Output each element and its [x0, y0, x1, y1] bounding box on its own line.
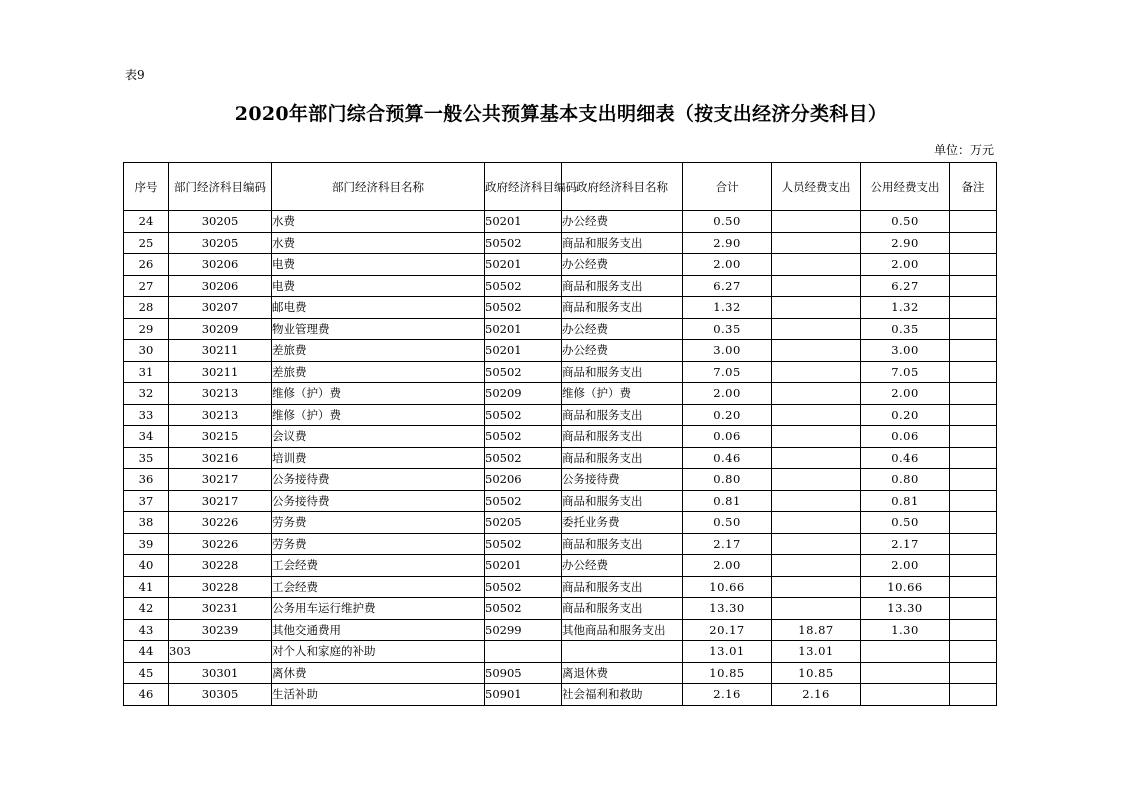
cell-total: 0.50	[683, 512, 772, 534]
cell-dept-code: 30228	[169, 576, 272, 598]
cell-gov-code: 50299	[485, 619, 562, 641]
cell-dept-name: 离休费	[272, 662, 485, 684]
cell-personnel	[772, 404, 861, 426]
cell-remark	[950, 684, 997, 706]
cell-seq: 46	[124, 684, 169, 706]
table-row	[124, 318, 997, 340]
cell-total: 2.90	[683, 232, 772, 254]
cell-seq: 25	[124, 232, 169, 254]
cell-total: 0.80	[683, 469, 772, 491]
cell-gov-name: 社会福利和救助	[562, 684, 683, 706]
cell-seq: 30	[124, 340, 169, 362]
cell-total: 13.30	[683, 598, 772, 620]
cell-personnel	[772, 318, 861, 340]
cell-personnel	[772, 447, 861, 469]
header-gov-name: 政府经济科目名称	[562, 163, 683, 211]
cell-gov-code: 50206	[485, 469, 562, 491]
cell-dept-name: 其他交通费用	[272, 619, 485, 641]
cell-public: 10.66	[861, 576, 950, 598]
cell-total: 0.46	[683, 447, 772, 469]
table-row	[124, 426, 997, 448]
cell-dept-code: 30213	[169, 383, 272, 405]
cell-public: 0.35	[861, 318, 950, 340]
cell-personnel	[772, 275, 861, 297]
cell-dept-code: 30226	[169, 512, 272, 534]
cell-public: 2.17	[861, 533, 950, 555]
cell-gov-name: 商品和服务支出	[562, 576, 683, 598]
cell-seq: 28	[124, 297, 169, 319]
cell-dept-name: 水费	[272, 211, 485, 233]
cell-gov-name: 商品和服务支出	[562, 447, 683, 469]
cell-remark	[950, 447, 997, 469]
cell-dept-name: 对个人和家庭的补助	[272, 641, 485, 663]
cell-gov-name: 商品和服务支出	[562, 232, 683, 254]
cell-gov-name: 离退休费	[562, 662, 683, 684]
cell-seq: 26	[124, 254, 169, 276]
table-row	[124, 383, 997, 405]
cell-dept-code: 30206	[169, 254, 272, 276]
cell-dept-name: 电费	[272, 275, 485, 297]
cell-public: 3.00	[861, 340, 950, 362]
cell-remark	[950, 297, 997, 319]
cell-dept-code: 30226	[169, 533, 272, 555]
cell-gov-code	[485, 641, 562, 663]
cell-remark	[950, 533, 997, 555]
cell-dept-name: 电费	[272, 254, 485, 276]
cell-remark	[950, 383, 997, 405]
cell-gov-code: 50201	[485, 340, 562, 362]
cell-remark	[950, 598, 997, 620]
cell-dept-name: 差旅费	[272, 361, 485, 383]
header-dept-name: 部门经济科目名称	[272, 163, 485, 211]
header-remark: 备注	[950, 163, 997, 211]
table-row	[124, 447, 997, 469]
budget-table	[123, 162, 997, 706]
cell-seq: 45	[124, 662, 169, 684]
cell-personnel: 13.01	[772, 641, 861, 663]
table-row	[124, 684, 997, 706]
cell-gov-code: 50502	[485, 426, 562, 448]
table-row	[124, 533, 997, 555]
cell-public: 0.50	[861, 211, 950, 233]
cell-dept-name: 差旅费	[272, 340, 485, 362]
cell-dept-code: 30205	[169, 211, 272, 233]
cell-total: 2.00	[683, 555, 772, 577]
cell-gov-name: 其他商品和服务支出	[562, 619, 683, 641]
cell-public: 2.00	[861, 383, 950, 405]
cell-dept-name: 工会经费	[272, 555, 485, 577]
cell-personnel	[772, 512, 861, 534]
cell-dept-code: 30209	[169, 318, 272, 340]
cell-public	[861, 684, 950, 706]
cell-seq: 42	[124, 598, 169, 620]
cell-seq: 31	[124, 361, 169, 383]
cell-dept-code: 30206	[169, 275, 272, 297]
table-row	[124, 232, 997, 254]
cell-remark	[950, 576, 997, 598]
cell-public: 1.30	[861, 619, 950, 641]
cell-total: 0.20	[683, 404, 772, 426]
cell-personnel: 18.87	[772, 619, 861, 641]
cell-dept-name: 生活补助	[272, 684, 485, 706]
cell-gov-code: 50201	[485, 254, 562, 276]
cell-remark	[950, 619, 997, 641]
table-body	[124, 211, 997, 706]
cell-remark	[950, 232, 997, 254]
cell-dept-name: 工会经费	[272, 576, 485, 598]
cell-dept-code: 30301	[169, 662, 272, 684]
cell-dept-name: 公务接待费	[272, 490, 485, 512]
table-row	[124, 404, 997, 426]
cell-gov-code: 50502	[485, 598, 562, 620]
cell-public	[861, 662, 950, 684]
table-row	[124, 512, 997, 534]
cell-dept-name: 培训费	[272, 447, 485, 469]
cell-personnel	[772, 232, 861, 254]
cell-public: 1.32	[861, 297, 950, 319]
cell-dept-name: 水费	[272, 232, 485, 254]
cell-personnel	[772, 383, 861, 405]
table-row	[124, 598, 997, 620]
header-public: 公用经费支出	[861, 163, 950, 211]
cell-dept-code: 30239	[169, 619, 272, 641]
cell-gov-name: 商品和服务支出	[562, 297, 683, 319]
cell-personnel	[772, 297, 861, 319]
cell-public: 6.27	[861, 275, 950, 297]
cell-seq: 38	[124, 512, 169, 534]
cell-gov-code: 50209	[485, 383, 562, 405]
cell-gov-name: 办公经费	[562, 318, 683, 340]
cell-gov-code: 50502	[485, 576, 562, 598]
cell-public: 0.46	[861, 447, 950, 469]
cell-public: 2.00	[861, 555, 950, 577]
cell-dept-code: 30231	[169, 598, 272, 620]
cell-public: 7.05	[861, 361, 950, 383]
header-seq: 序号	[124, 163, 169, 211]
table-row	[124, 211, 997, 233]
cell-gov-name: 商品和服务支出	[562, 404, 683, 426]
cell-dept-name: 邮电费	[272, 297, 485, 319]
table-row	[124, 662, 997, 684]
cell-gov-name	[562, 641, 683, 663]
cell-dept-code: 30207	[169, 297, 272, 319]
cell-public: 2.00	[861, 254, 950, 276]
cell-remark	[950, 275, 997, 297]
cell-seq: 27	[124, 275, 169, 297]
cell-total: 0.06	[683, 426, 772, 448]
cell-remark	[950, 555, 997, 577]
cell-dept-code: 30228	[169, 555, 272, 577]
cell-gov-code: 50201	[485, 318, 562, 340]
cell-total: 0.50	[683, 211, 772, 233]
cell-remark	[950, 512, 997, 534]
cell-seq: 33	[124, 404, 169, 426]
table-number-label: 表9	[125, 68, 145, 82]
cell-total: 0.35	[683, 318, 772, 340]
cell-seq: 29	[124, 318, 169, 340]
cell-personnel: 10.85	[772, 662, 861, 684]
cell-total: 20.17	[683, 619, 772, 641]
cell-gov-code: 50201	[485, 555, 562, 577]
cell-dept-code: 30305	[169, 684, 272, 706]
cell-gov-name: 商品和服务支出	[562, 275, 683, 297]
cell-dept-name: 劳务费	[272, 512, 485, 534]
cell-gov-code: 50502	[485, 297, 562, 319]
cell-public: 0.81	[861, 490, 950, 512]
cell-dept-code: 30216	[169, 447, 272, 469]
cell-total: 6.27	[683, 275, 772, 297]
table-row	[124, 361, 997, 383]
cell-remark	[950, 469, 997, 491]
cell-seq: 39	[124, 533, 169, 555]
cell-total: 13.01	[683, 641, 772, 663]
cell-remark	[950, 404, 997, 426]
cell-seq: 35	[124, 447, 169, 469]
cell-seq: 36	[124, 469, 169, 491]
cell-gov-code: 50502	[485, 533, 562, 555]
cell-gov-name: 办公经费	[562, 211, 683, 233]
cell-personnel	[772, 211, 861, 233]
cell-remark	[950, 340, 997, 362]
table-row	[124, 555, 997, 577]
table-row	[124, 641, 997, 663]
table-header	[124, 163, 997, 211]
cell-public	[861, 641, 950, 663]
cell-gov-name: 办公经费	[562, 254, 683, 276]
cell-personnel	[772, 254, 861, 276]
cell-personnel	[772, 469, 861, 491]
cell-seq: 44	[124, 641, 169, 663]
cell-total: 10.66	[683, 576, 772, 598]
cell-personnel	[772, 340, 861, 362]
cell-gov-name: 公务接待费	[562, 469, 683, 491]
cell-gov-code: 50901	[485, 684, 562, 706]
cell-seq: 40	[124, 555, 169, 577]
cell-personnel: 2.16	[772, 684, 861, 706]
cell-gov-code: 50905	[485, 662, 562, 684]
cell-gov-name: 委托业务费	[562, 512, 683, 534]
cell-seq: 34	[124, 426, 169, 448]
cell-remark	[950, 641, 997, 663]
cell-seq: 32	[124, 383, 169, 405]
cell-total: 7.05	[683, 361, 772, 383]
cell-dept-code: 303	[169, 641, 272, 663]
cell-dept-name: 公务用车运行维护费	[272, 598, 485, 620]
cell-remark	[950, 361, 997, 383]
cell-gov-code: 50502	[485, 447, 562, 469]
unit-label: 单位：万元	[933, 143, 994, 157]
cell-gov-name: 维修（护）费	[562, 383, 683, 405]
cell-public: 0.80	[861, 469, 950, 491]
cell-total: 2.00	[683, 383, 772, 405]
cell-public: 13.30	[861, 598, 950, 620]
cell-remark	[950, 211, 997, 233]
cell-dept-code: 30213	[169, 404, 272, 426]
cell-total: 2.16	[683, 684, 772, 706]
cell-dept-code: 30217	[169, 490, 272, 512]
cell-public: 0.06	[861, 426, 950, 448]
cell-dept-name: 劳务费	[272, 533, 485, 555]
cell-total: 10.85	[683, 662, 772, 684]
cell-dept-code: 30215	[169, 426, 272, 448]
cell-public: 0.50	[861, 512, 950, 534]
document-title: 2020年部门综合预算一般公共预算基本支出明细表（按支出经济分类科目）	[234, 103, 888, 125]
cell-remark	[950, 254, 997, 276]
cell-seq: 43	[124, 619, 169, 641]
cell-dept-code: 30217	[169, 469, 272, 491]
header-total: 合计	[683, 163, 772, 211]
header-personnel: 人员经费支出	[772, 163, 861, 211]
cell-seq: 37	[124, 490, 169, 512]
cell-dept-name: 维修（护）费	[272, 404, 485, 426]
cell-gov-code: 50502	[485, 275, 562, 297]
cell-gov-code: 50201	[485, 211, 562, 233]
cell-gov-name: 商品和服务支出	[562, 361, 683, 383]
cell-total: 1.32	[683, 297, 772, 319]
cell-seq: 41	[124, 576, 169, 598]
cell-personnel	[772, 426, 861, 448]
table-row	[124, 254, 997, 276]
cell-gov-name: 办公经费	[562, 555, 683, 577]
table-row	[124, 340, 997, 362]
table-row	[124, 619, 997, 641]
cell-remark	[950, 490, 997, 512]
cell-gov-name: 商品和服务支出	[562, 490, 683, 512]
cell-personnel	[772, 555, 861, 577]
table-row	[124, 275, 997, 297]
cell-dept-name: 公务接待费	[272, 469, 485, 491]
cell-gov-name: 办公经费	[562, 340, 683, 362]
cell-dept-name: 维修（护）费	[272, 383, 485, 405]
cell-personnel	[772, 490, 861, 512]
cell-dept-name: 会议费	[272, 426, 485, 448]
cell-remark	[950, 318, 997, 340]
cell-gov-code: 50502	[485, 490, 562, 512]
cell-dept-name: 物业管理费	[272, 318, 485, 340]
cell-gov-code: 50502	[485, 232, 562, 254]
cell-personnel	[772, 533, 861, 555]
header-dept-code: 部门经济科目编码	[169, 163, 272, 211]
cell-dept-code: 30211	[169, 340, 272, 362]
cell-public: 0.20	[861, 404, 950, 426]
cell-total: 2.00	[683, 254, 772, 276]
cell-gov-name: 商品和服务支出	[562, 426, 683, 448]
cell-public: 2.90	[861, 232, 950, 254]
cell-total: 2.17	[683, 533, 772, 555]
cell-gov-name: 商品和服务支出	[562, 598, 683, 620]
table-row	[124, 576, 997, 598]
cell-remark	[950, 662, 997, 684]
table-row	[124, 297, 997, 319]
cell-remark	[950, 426, 997, 448]
header-gov-code: 政府经济科目编码	[485, 163, 562, 211]
cell-gov-code: 50205	[485, 512, 562, 534]
cell-gov-name: 商品和服务支出	[562, 533, 683, 555]
cell-dept-code: 30211	[169, 361, 272, 383]
table-row	[124, 469, 997, 491]
cell-total: 0.81	[683, 490, 772, 512]
cell-gov-code: 50502	[485, 361, 562, 383]
cell-dept-code: 30205	[169, 232, 272, 254]
cell-gov-code: 50502	[485, 404, 562, 426]
cell-personnel	[772, 361, 861, 383]
table-row	[124, 490, 997, 512]
cell-personnel	[772, 598, 861, 620]
cell-seq: 24	[124, 211, 169, 233]
cell-personnel	[772, 576, 861, 598]
cell-total: 3.00	[683, 340, 772, 362]
